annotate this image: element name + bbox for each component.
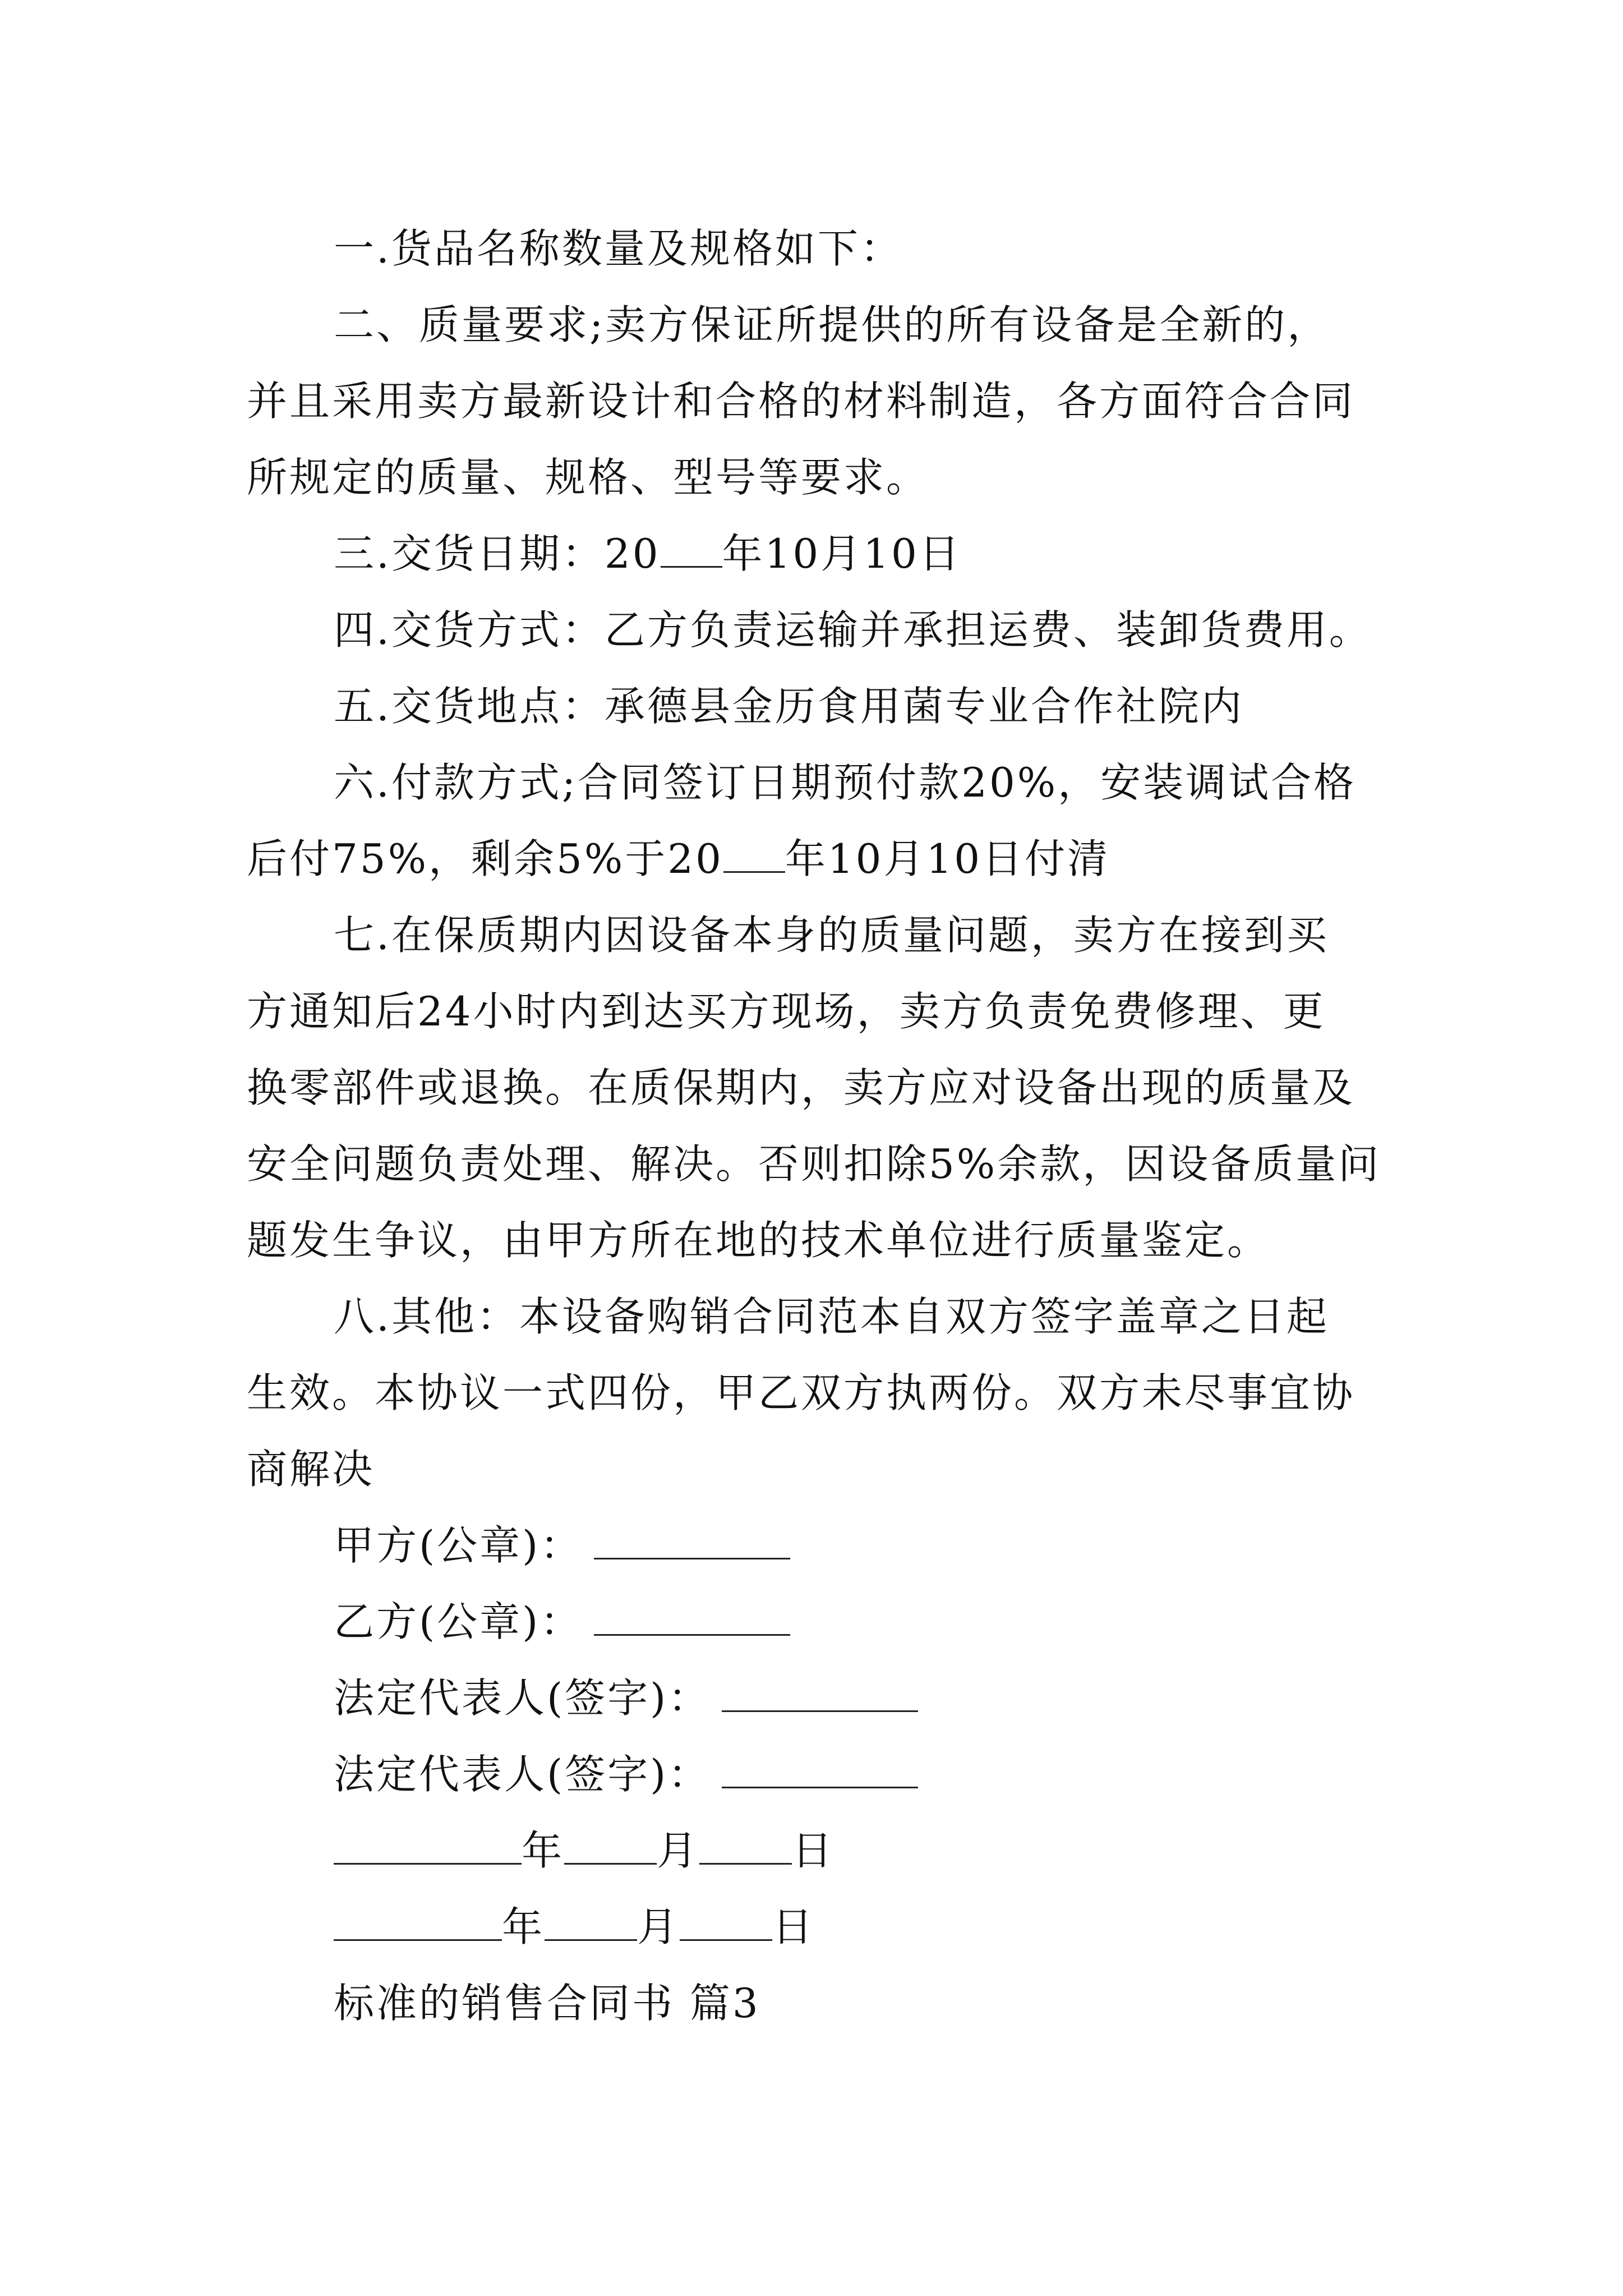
clause-8-other-cont-1: 生效。本协议一式四份，甲乙双方执两份。双方未尽事宜协	[247, 1369, 1355, 1416]
signature-party-b	[247, 1584, 1402, 1660]
clause-8-other: 八.其他：本设备购销合同范本自双方签字盖章之日起	[334, 1293, 1329, 1340]
delivery-date-suffix: 年10月10日	[722, 530, 962, 577]
clause-5-delivery-location: 五.交货地点：承德县金历食用菌专业合作社院内	[334, 683, 1244, 730]
signature-rep-b	[247, 1736, 1402, 1812]
clause-7-warranty-cont-1: 方通知后24小时内到达买方现场，卖方负责免费修理、更	[247, 988, 1326, 1035]
clause-2-quality: 二、质量要求;卖方保证所提供的所有设备是全新的，	[334, 301, 1330, 348]
delivery-date-prefix: 三.交货日期：20	[334, 530, 661, 577]
clause-6-payment: 六.付款方式;合同签订日期预付款20%，安装调试合格	[334, 759, 1357, 806]
payment-balance-prefix: 后付75%，剩余5%于20	[247, 835, 723, 882]
clause-4-delivery-method: 四.交货方式：乙方负责运输并承担运费、装卸货费用。	[334, 606, 1372, 654]
rep-b-signature-blank	[722, 1747, 918, 1788]
date-b-year-label: 年	[502, 1903, 545, 1950]
date-a-month-label: 月	[657, 1827, 700, 1874]
rep-a-label: 法定代表人(签字)：	[334, 1674, 711, 1722]
clause-2-quality-cont-1: 并且采用卖方最新设计和合格的材料制造，各方面符合合同	[247, 378, 1355, 425]
date-a-day-blank	[699, 1824, 792, 1865]
date-b-month-label: 月	[637, 1903, 680, 1950]
party-b-label: 乙方(公章)：	[334, 1598, 583, 1645]
clause-6-payment-cont	[247, 821, 1402, 897]
date-a-year-blank	[334, 1824, 522, 1865]
party-a-label: 甲方(公章)：	[334, 1522, 583, 1569]
payment-year-blank	[723, 832, 785, 873]
next-section-heading: 标准的销售合同书 篇3	[334, 1980, 760, 2027]
rep-a-signature-blank	[722, 1671, 918, 1712]
clause-7-warranty: 七.在保质期内因设备本身的质量问题，卖方在接到买	[334, 912, 1329, 959]
signature-party-a	[247, 1507, 1402, 1584]
party-a-signature-blank	[594, 1519, 790, 1559]
date-b-year-blank	[334, 1900, 502, 1941]
date-line-b	[247, 1889, 1402, 1965]
clause-2-quality-cont-2: 所规定的质量、规格、型号等要求。	[247, 454, 929, 501]
date-a-day-label: 日	[792, 1827, 835, 1874]
clause-7-warranty-cont-3: 安全问题负责处理、解决。否则扣除5%余款，因设备质量问	[247, 1140, 1381, 1188]
clause-7-warranty-cont-2: 换零部件或退换。在质保期内，卖方应对设备出现的质量及	[247, 1064, 1355, 1111]
clause-7-warranty-cont-4: 题发生争议，由甲方所在地的技术单位进行质量鉴定。	[247, 1217, 1270, 1264]
delivery-year-blank	[661, 527, 722, 568]
date-a-year-label: 年	[522, 1827, 565, 1874]
date-b-day-blank	[680, 1900, 772, 1941]
clause-3-delivery-date	[247, 516, 1402, 592]
clause-1-goods: 一.货品名称数量及规格如下：	[334, 225, 903, 272]
date-line-a	[247, 1812, 1402, 1889]
date-b-month-blank	[545, 1900, 637, 1941]
contract-body	[247, 210, 1402, 2041]
date-a-month-blank	[564, 1824, 657, 1865]
clause-8-other-cont-2: 商解决	[247, 1446, 375, 1493]
rep-b-label: 法定代表人(签字)：	[334, 1751, 711, 1798]
party-b-signature-blank	[594, 1595, 790, 1636]
signature-rep-a	[247, 1660, 1402, 1736]
date-b-day-label: 日	[772, 1903, 815, 1950]
payment-balance-suffix: 年10月10日付清	[785, 835, 1110, 882]
